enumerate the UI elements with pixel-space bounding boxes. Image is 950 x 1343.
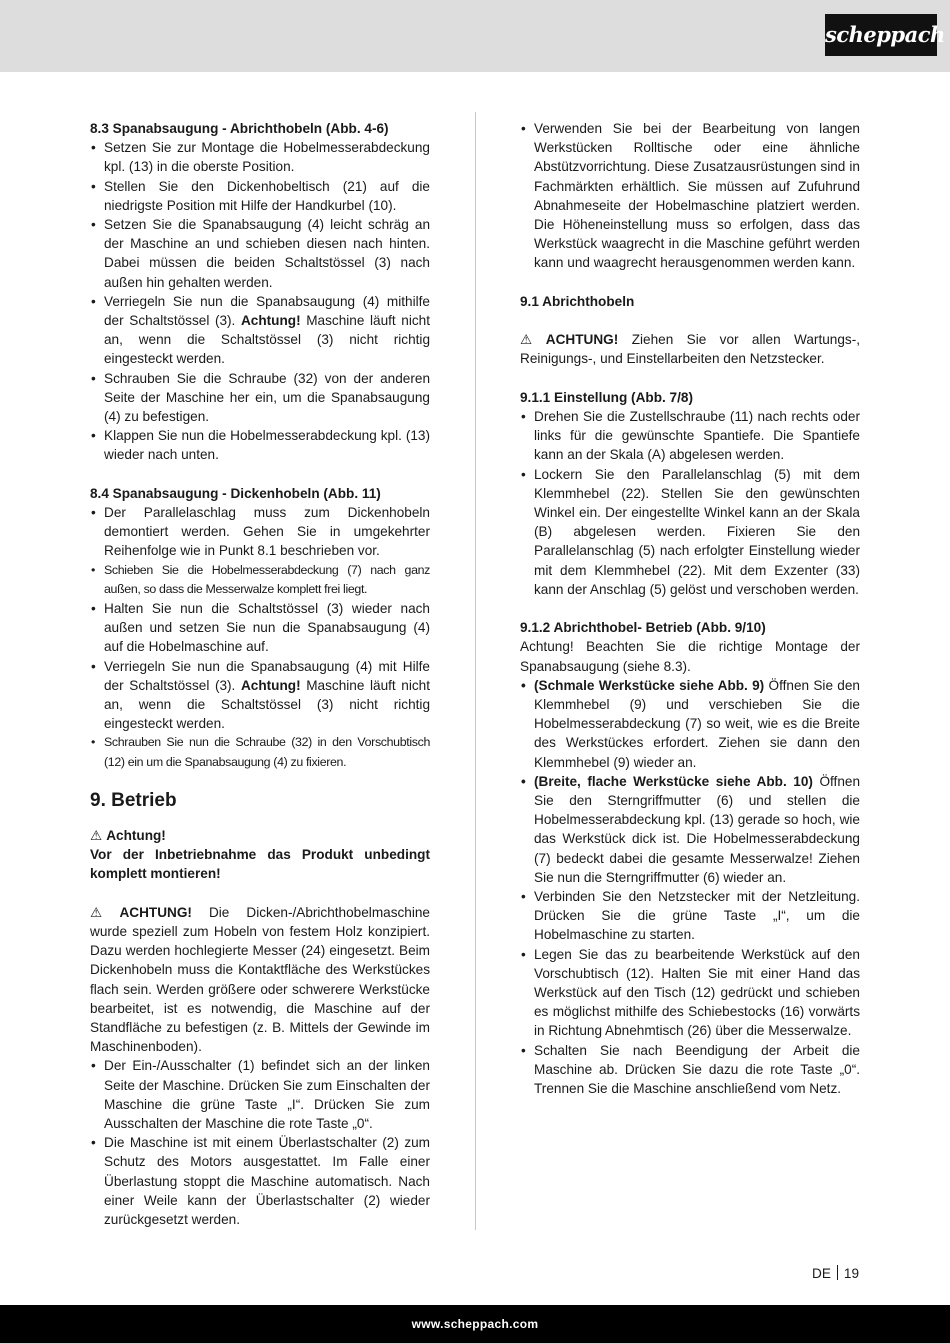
list-item: • Drehen Sie die Zustellschraube (11) nach rechts oder links für die gewünschte Spantiefe. Die Spantiefe kann an der Skala (A) abgelesen werden. <box>520 407 860 465</box>
list-item: • Schieben Sie die Hobelmesserabdeckung (7) nach ganz außen, so dass die Messerwalze komplett frei liegt. <box>90 561 430 599</box>
item-text: Verriegeln Sie nun die Spanabsaugung (4) mit Hilfe der Schaltstössel (3). <box>104 658 430 693</box>
warning-icon: ⚠ <box>90 904 116 920</box>
footer-url[interactable]: www.scheppach.com <box>411 1317 539 1331</box>
section-heading-9: 9. Betrieb <box>90 789 177 811</box>
right-column <box>520 119 860 1098</box>
section-heading-8-3: 8.3 Spanabsaugung - Abrichthobeln (Abb. 4-6) <box>90 121 389 136</box>
header-band <box>0 0 950 72</box>
warning-paragraph: ⚠ ACHTUNG! Ziehen Sie vor allen Wartungs-, Reinigungs-, und Einstellarbeiten den Netzstecker. <box>520 332 860 367</box>
list-item: • Setzen Sie die Spanabsaugung (4) leicht schräg an der Maschine an und schieben diesen nach hinten. Dabei müssen die beiden Schaltstössel (3) nach außen hin gehalten werden. <box>90 215 430 292</box>
list-item: • (Breite, flache Werkstücke siehe Abb. 10) Öffnen Sie den Sterngriffmutter (6) und stellen die Hobelmesserabdeckung kpl. (13) gerade so hoch, wie das Werkstück dick ist. Die Hobelmesserabdeckung (7) bedeckt dabei die gesamte Messerwalze! Ziehen Sie nun die Sterngriffmutter (6) wieder an. <box>520 772 860 887</box>
section-heading-8-4: 8.4 Spanabsaugung - Dickenhobeln (Abb. 11) <box>90 485 381 501</box>
section-intro: Achtung! Beachten Sie die richtige Montage der Spanabsaugung (siehe 8.3). <box>520 639 860 674</box>
warning-text: Vor der Inbetriebnahme das Produkt unbedingt komplett montieren! <box>90 847 430 882</box>
item-heading: (Breite, flache Werkstücke siehe Abb. 10) <box>534 773 813 789</box>
list-item: • Setzen Sie zur Montage die Hobelmesserabdeckung kpl. (13) in die oberste Position. <box>90 138 430 176</box>
list-item <box>90 292 430 369</box>
warning-icon: ⚠ <box>90 827 103 843</box>
list-item: • Lockern Sie den Parallelanschlag (5) mit dem Klemmhebel (22). Stellen Sie den gewünschten Winkel ein. Der eingestellte Winkel kann an der Skala (B) abgelesen werden. Fixieren Sie den Parallelanschlag (5) nach erfolgter Einstellung wieder mit dem Klemmhebel (22). Mit dem Exzenter (33) kann der Anschlag (5) gelöst und verschoben werden. <box>520 465 860 599</box>
list-item: • Legen Sie das zu bearbeitende Werkstück auf den Vorschubtisch (12). Halten Sie mit einer Hand das Werkstück auf den Tisch (12) gedrückt und schieben es möglichst mithilfe des Schiebestocks (16) vorwärts in Richtung Abnehmtisch (26) über die Messerwalze. <box>520 945 860 1041</box>
paragraph-warning: ACHTUNG! <box>545 332 619 348</box>
page-number: DE 19 <box>812 1266 860 1281</box>
section-heading-9-1-1: 9.1.1 Einstellung (Abb. 7/8) <box>520 389 693 405</box>
paragraph-warning: ACHTUNG! <box>119 904 192 920</box>
list-item: • Der Parallelaschlag muss zum Dickenhobeln demontiert werden. Gehen Sie in umgekehrter Reihenfolge wie in Punkt 8.1 beschrieben vor. <box>90 503 430 561</box>
list-item: • Verwenden Sie bei der Bearbeitung von langen Werkstücken Rolltische oder eine ähnliche Abstützvorrichtung. Diese Zusatzausrüstungen sind in Fachmärkten erhältlich. Sie müssen auf Zufuhrund Abnahmeseite der Hobelmaschine platziert werden. Die Höheneinstellung muss so erfolgen, dass das Werkstück waagrecht in die Maschine geführt werden kann und waagrecht herausgenommen werden kann. <box>520 119 860 273</box>
item-text: Verriegeln Sie nun die Spanabsaugung (4) mithilfe der Schaltstössel (3). <box>104 293 430 329</box>
brand-logo: scheppach <box>825 14 937 56</box>
section-heading-9-1: 9.1 Abrichthobeln <box>520 293 635 309</box>
item-text: Maschine läuft nicht an, wenn die Schaltstössel (3) nicht richtig eingesteckt werden. <box>104 313 431 367</box>
warning-icon: ⚠ <box>520 332 542 348</box>
operation-paragraph: ⚠ ACHTUNG! Die Dicken-/Abrichthobelmaschine wurde speziell zum Hobeln von festem Holz konzipiert. Dazu werden hochlegierte Messer (24) eingesetzt. Beim Dickenhobeln muss die Kontaktfläche des Werkstückes flach sein. Werden größere oder schwerere Werkstücke bearbeitet, ist es notwendig, die Maschine auf der Standfläche zu befestigen (z. B. Mittels der Gewinde im Maschinenboden). <box>90 904 430 1055</box>
column-divider <box>475 112 476 1230</box>
list-item: • Verbinden Sie den Netzstecker mit der Netzleitung. Drücken Sie die grüne Taste „I“, um die Hobelmaschine zu starten. <box>520 887 860 945</box>
item-text: Maschine läuft nicht an, wenn die Schaltstössel (3) nicht richtig eingesteckt werden. <box>104 677 431 732</box>
list-item: • Schrauben Sie nun die Schraube (32) in den Vorschubtisch (12) ein um die Spanabsaugung (4) zu fixieren. <box>90 733 430 771</box>
list-item: • Klappen Sie nun die Hobelmesserabdeckung kpl. (13) wieder nach unten. <box>90 426 430 464</box>
list-item: • Stellen Sie den Dickenhobeltisch (21) auf die niedrigste Position mit Hilfe der Handkurbel (10). <box>90 177 430 215</box>
left-column <box>90 119 430 1229</box>
warning-title: ⚠ Achtung! <box>90 827 166 843</box>
section-8-3-list <box>90 138 430 464</box>
item-warning: Achtung! <box>240 677 301 693</box>
list-item: • Der Ein-/Ausschalter (1) befindet sich an der linken Seite der Maschine. Drücken Sie zum Einschalten der Maschine die grüne Taste „I“. Drücken Sie zum Ausschalten der Maschine die rote Taste „0“. <box>90 1056 430 1133</box>
section-8-4-list <box>90 503 430 772</box>
section-9-list <box>90 1056 430 1229</box>
item-heading: (Schmale Werkstücke siehe Abb. 9) <box>534 677 765 693</box>
list-item: • Schalten Sie nach Beendigung der Arbeit die Maschine ab. Drücken Sie dazu die rote Taste „0“. Trennen Sie die Maschine anschließend vom Netz. <box>520 1041 860 1099</box>
list-item: • (Schmale Werkstücke siehe Abb. 9) Öffnen Sie den Klemmhebel (9) und verschieben Sie die Hobelmesserabdeckung (7) so weit, wie es die Breite des Werkstückes erfordert. Ziehen sie dann den Klemmhebel (9) wieder an. <box>520 676 860 772</box>
section-9-1-1-list <box>520 407 860 599</box>
item-warning: Achtung! <box>240 313 301 329</box>
list-item <box>90 657 430 734</box>
list-item: • Halten Sie nun die Schaltstössel (3) wieder nach außen und setzen Sie nun die Spanabsaugung (4) auf die Hobelmaschine auf. <box>90 599 430 657</box>
section-heading-9-1-2: 9.1.2 Abrichthobel- Betrieb (Abb. 9/10) <box>520 620 766 636</box>
continued-list <box>520 119 860 273</box>
section-9-1-2-list <box>520 676 860 1098</box>
list-item: • Die Maschine ist mit einem Überlastschalter (2) zum Schutz des Motors ausgestattet. Im Falle einer Überlastung stoppt die Maschine automatisch. Nach einer Weile kann der Überlastschalter (2) wieder zurückgesetzt werden. <box>90 1133 430 1229</box>
list-item: • Schrauben Sie die Schraube (32) von der anderen Seite der Maschine her ein, um die Spanabsaugung (4) zu befestigen. <box>90 369 430 427</box>
